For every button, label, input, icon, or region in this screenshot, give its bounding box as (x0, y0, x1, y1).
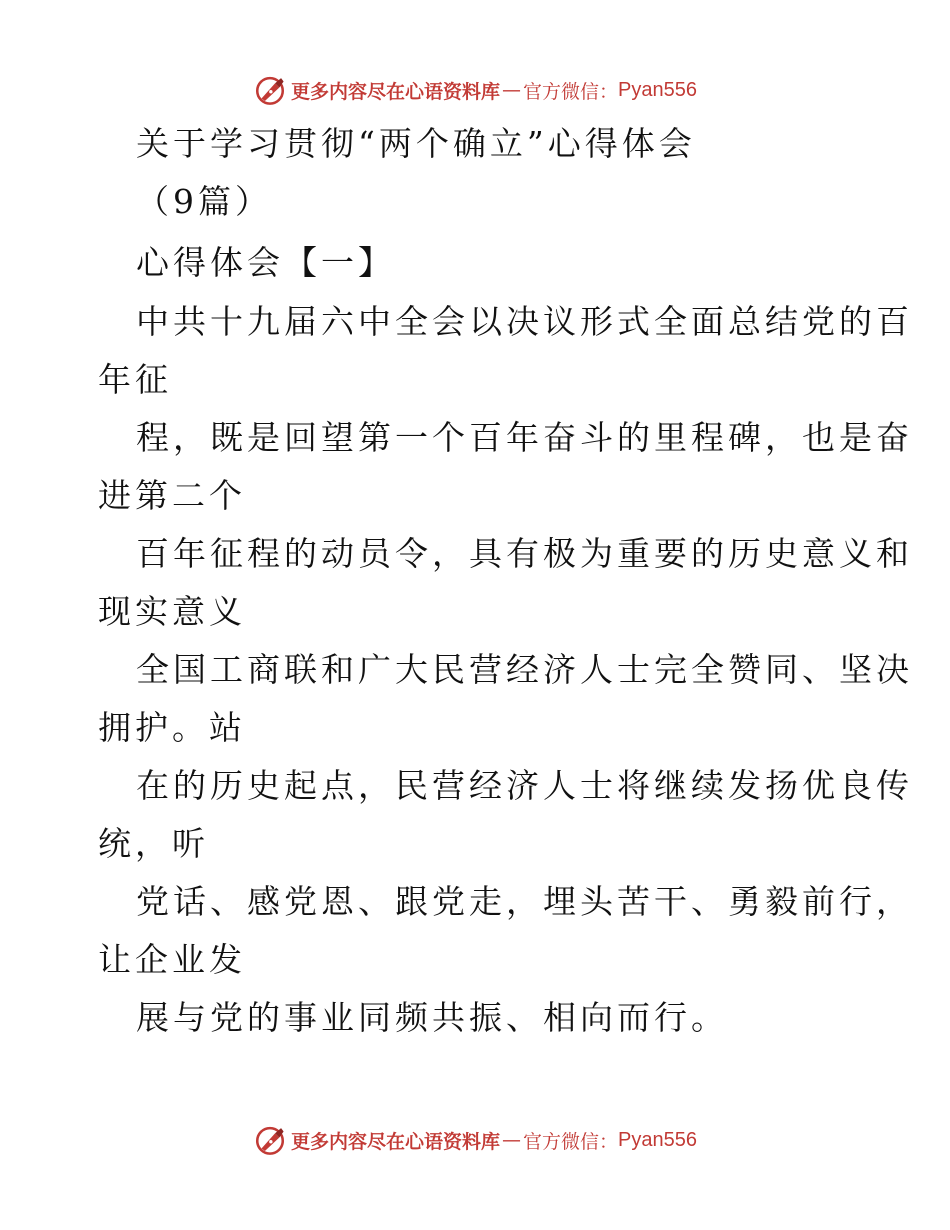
paragraph-line: 统，听 (98, 824, 209, 863)
footer-banner-dash: — (502, 1129, 522, 1151)
header-banner (0, 70, 950, 110)
footer-banner-text: 更多内容尽在心语资料库 (291, 1130, 501, 1153)
footer-wechat-id: Pyan556 (618, 1128, 697, 1151)
paragraph-line: 拥护。站 (98, 708, 246, 747)
paragraph-line: 让企业发 (98, 940, 246, 979)
section-heading: 心得体会【一】 (136, 243, 395, 282)
paragraph-line: 党话、感党恩、跟党走，埋头苦干、勇毅前行， (136, 882, 913, 921)
paragraph-line: 在的历史起点，民营经济人士将继续发扬优良传 (136, 766, 913, 805)
fountain-pen-logo-icon (253, 1123, 287, 1157)
paragraph-line: 现实意义 (98, 592, 246, 631)
footer-wechat-label: 官方微信： (523, 1130, 619, 1153)
paragraph-line: 百年征程的动员令，具有极为重要的历史意义和 (136, 534, 913, 573)
paragraph-line: 程，既是回望第一个百年奋斗的里程碑，也是奋 (136, 418, 913, 457)
footer-banner (0, 1120, 950, 1160)
header-wechat-id: Pyan556 (618, 78, 697, 101)
paragraph-line: 全国工商联和广大民营经济人士完全赞同、坚决 (136, 650, 913, 689)
paragraph-line: 年征 (98, 360, 172, 399)
header-wechat-label: 官方微信： (523, 80, 619, 103)
document-title: 关于学习贯彻“两个确立”心得体会 (136, 124, 696, 163)
header-banner-dash: — (502, 79, 522, 101)
header-banner-text: 更多内容尽在心语资料库 (291, 80, 501, 103)
paragraph-line: 中共十九届六中全会以决议形式全面总结党的百 (136, 302, 913, 341)
fountain-pen-logo-icon (253, 73, 287, 107)
paragraph-line: 展与党的事业同频共振、相向而行。 (136, 998, 728, 1037)
paragraph-line: 进第二个 (98, 476, 246, 515)
document-subtitle: （9篇） (136, 182, 272, 221)
